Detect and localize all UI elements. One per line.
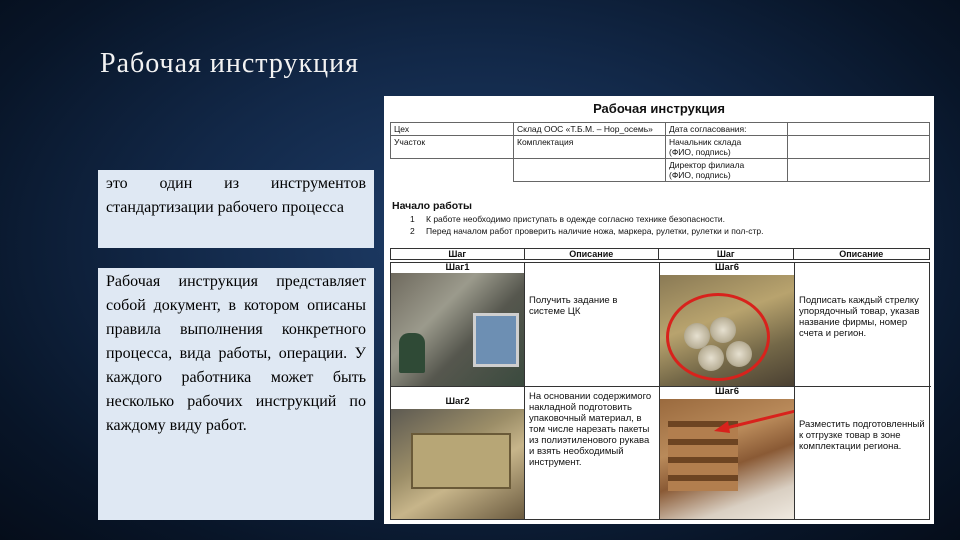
step-label: Шаг2	[445, 396, 470, 407]
step-description: Разместить подготовленный к отгрузке товар в зоне комплектации региона.	[799, 419, 925, 452]
document-title: Рабочая инструкция	[593, 101, 725, 116]
column-header-description: Описание	[525, 249, 660, 259]
document-header-table	[390, 122, 930, 182]
instruction-document-image	[384, 96, 934, 524]
step-description: На основании содержимого накладной подготовить упаковочный материал, в том числе нарезать пакеты из полиэтиленового рукава и взять необходимый инструмент.	[529, 391, 652, 468]
step-label: Шаг1	[445, 263, 470, 273]
step-description-cell	[525, 263, 660, 387]
header-cell-line: Директор филиала	[669, 160, 745, 170]
steps-table	[390, 262, 930, 520]
step-description: Подписать каждый стрелку упорядочный товар, указав название фирмы, номер счета и регион.	[799, 295, 920, 339]
steps-table-header	[390, 248, 930, 260]
step-description: Получить задание в системе ЦК	[529, 295, 618, 317]
step-description-cell	[795, 387, 931, 519]
header-cell: Участок	[391, 136, 514, 159]
description-box: Рабочая инструкция представляет собой документ, в котором описаны правила выполнения конкретного процесса, вида работы, операции. У каждого работника может быть несколько рабочих инструкций по каждому виду работ.	[98, 268, 374, 520]
header-cell: Цех	[391, 123, 514, 136]
step-photo-cell	[660, 387, 795, 519]
header-cell-line: Начальник склада	[669, 137, 742, 147]
step-photo-cell	[391, 387, 525, 519]
header-cell	[514, 159, 666, 182]
start-item-text: К работе необходимо приступать в одежде согласно технике безопасности.	[426, 214, 726, 224]
step-label: Шаг6	[714, 263, 740, 273]
worker-figure	[399, 333, 425, 373]
header-cell: Комплектация	[514, 136, 666, 159]
header-cell	[666, 136, 788, 159]
step-photo-cell	[391, 263, 525, 387]
step-label: Шаг6	[714, 387, 740, 397]
start-item-text: Перед началом работ проверить наличие ножа, маркера, рулетки, рулетки и пол-стр.	[426, 226, 764, 236]
definition-box: это один из инструментов стандартизации рабочего процесса	[98, 170, 374, 248]
start-section-title: Начало работы	[392, 200, 472, 212]
packing-table-shape	[411, 433, 511, 489]
header-cell-line: (ФИО, подпись)	[669, 170, 731, 180]
header-cell	[391, 159, 514, 182]
workstation-photo	[391, 273, 524, 386]
slide-title: Рабочая инструкция	[100, 48, 359, 79]
red-arrow-icon	[670, 397, 795, 437]
column-header-step: Шаг	[659, 249, 794, 259]
start-item	[410, 226, 763, 236]
start-item-number: 2	[410, 226, 415, 236]
column-header-description: Описание	[839, 249, 884, 259]
header-cell	[788, 123, 930, 136]
header-cell	[666, 159, 788, 182]
packing-table-photo	[391, 409, 524, 519]
start-item	[410, 214, 725, 224]
column-header-step: Шаг	[391, 249, 525, 259]
step-description-cell	[795, 263, 931, 387]
header-cell-line: (ФИО, подпись)	[669, 147, 731, 157]
header-cell: Дата согласования:	[666, 123, 788, 136]
step-photo-cell	[660, 263, 795, 387]
header-cell	[788, 136, 930, 159]
monitor-shape	[473, 313, 519, 367]
step-description-cell	[525, 387, 660, 519]
header-cell: Склад ООС «Т.Б.М. – Нор_осемь»	[514, 123, 666, 136]
header-cell	[788, 159, 930, 182]
highlight-circle	[666, 293, 770, 381]
start-item-number: 1	[410, 214, 415, 224]
